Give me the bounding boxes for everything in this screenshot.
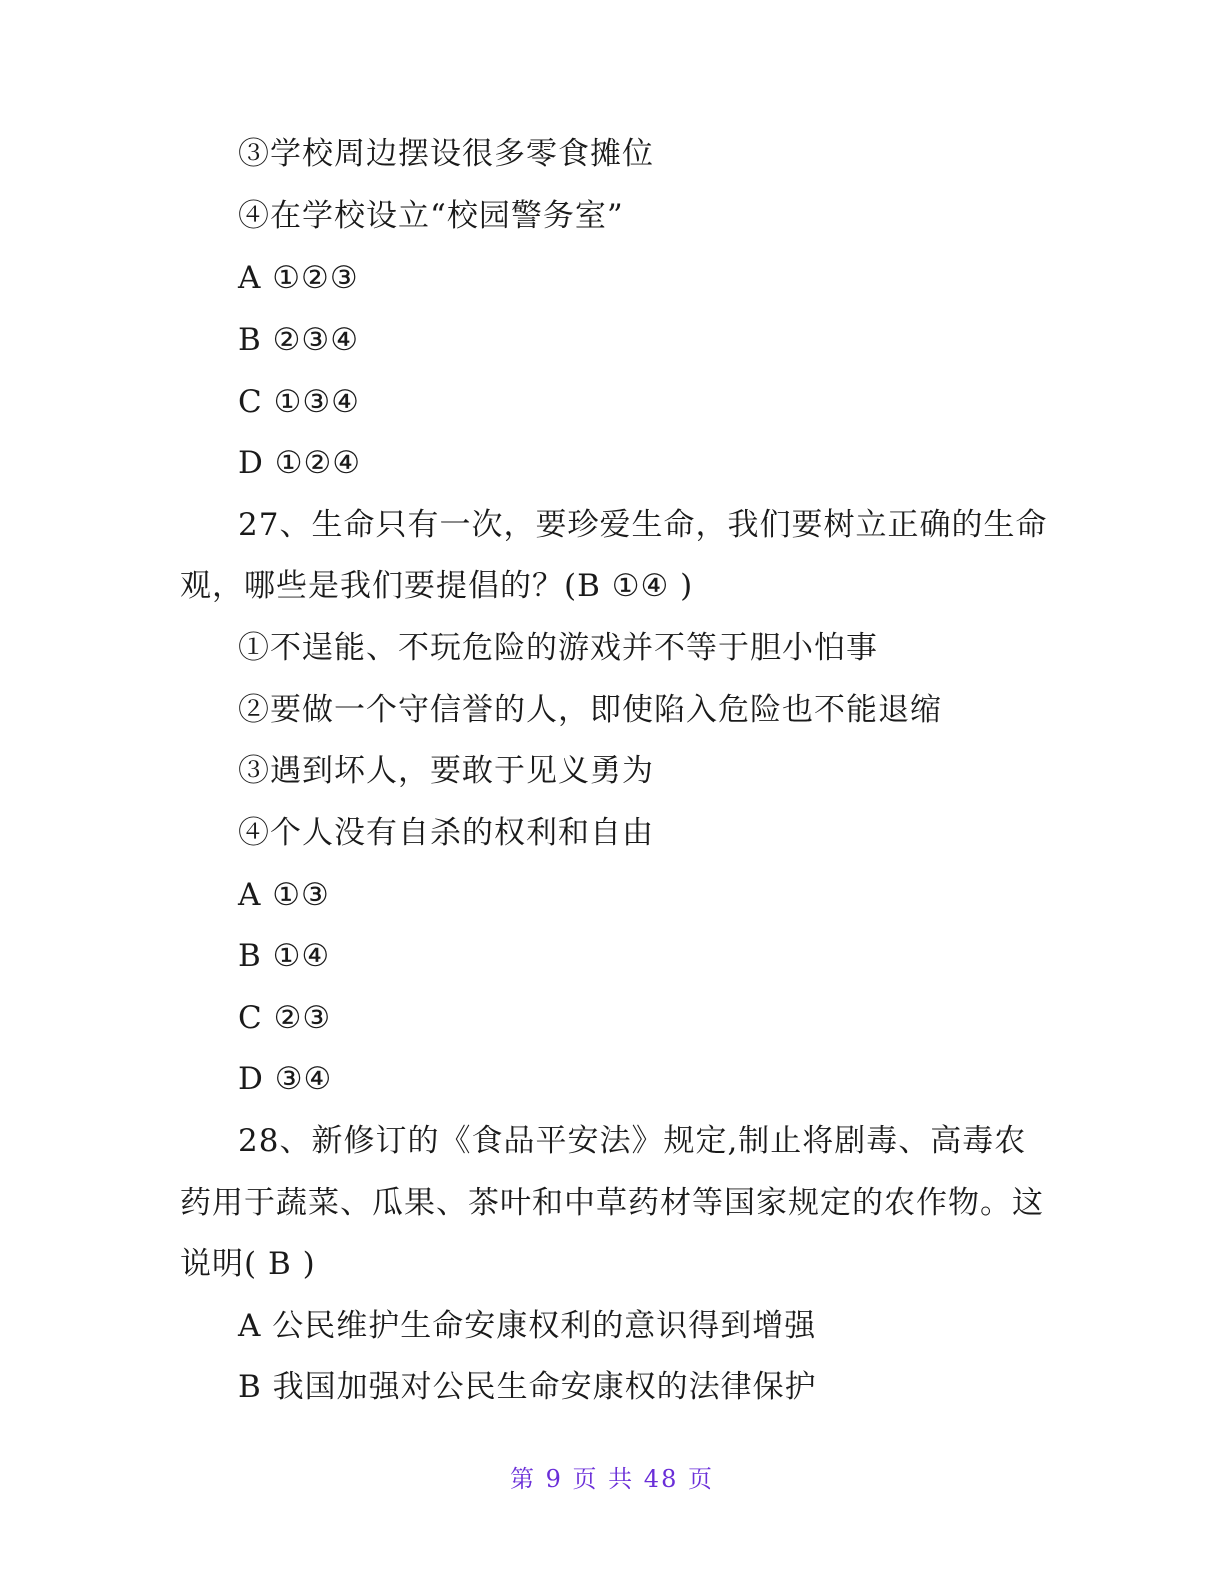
text-line: ④在学校设立“校园警务室” [238,198,624,234]
option-line: D ①②④ [238,445,362,481]
text-line: ①不逞能、不玩危险的游戏并不等于胆小怕事 [238,630,878,666]
option-line: B 我国加强对公民生命安康权的法律保护 [238,1369,817,1405]
option-line: B ①④ [238,938,331,974]
text-line: ④个人没有自杀的权利和自由 [238,815,654,851]
text-line: ③遇到坏人，要敢于见义勇为 [238,753,654,789]
text-line: ②要做一个守信誉的人，即使陷入危险也不能退缩 [238,692,942,728]
option-line: A 公民维护生命安康权利的意识得到增强 [238,1308,817,1344]
question-line: 27、生命只有一次，要珍爱生命，我们要树立正确的生命 [238,507,1048,543]
option-line: C ②③ [238,1000,332,1036]
text-line: ③学校周边摆设很多零食摊位 [238,136,654,172]
option-line: D ③④ [238,1061,333,1097]
option-line: A ①②③ [238,260,359,296]
option-line: A ①③ [238,877,330,913]
page-footer: 第 9 页 共 48 页 [510,1465,714,1493]
question-line: 观，哪些是我们要提倡的？(B ①④ ) [180,568,694,604]
question-line: 药用于蔬菜、瓜果、茶叶和中草药材等国家规定的农作物。这 [180,1185,1044,1221]
question-line: 说明( B ) [180,1246,316,1282]
option-line: C ①③④ [238,384,360,420]
option-line: B ②③④ [238,322,360,358]
question-line: 28、新修订的《食品平安法》规定,制止将剧毒、高毒农 [238,1123,1027,1159]
